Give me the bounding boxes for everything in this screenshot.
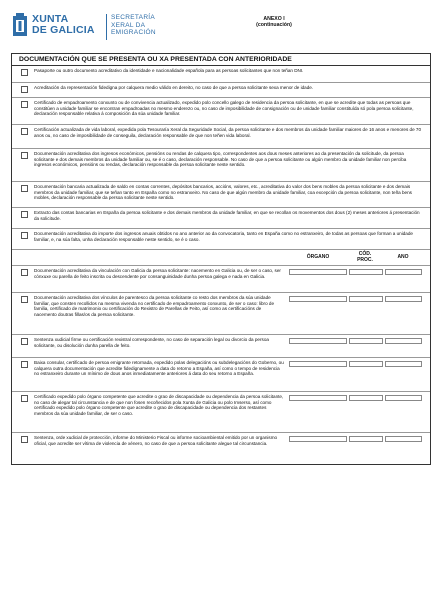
checkbox[interactable] xyxy=(21,86,28,93)
org-name-line2: DE GALICIA xyxy=(32,24,95,36)
doc-item-5 xyxy=(12,148,430,181)
doc-item-text: Documentación bancaria actualizada de saldo en contas correntes, depósitos bancarios, accións, valores, etc., acreditativa do valor dos bens mobles da persoa solicitante e dos demais membros da unidade familiar, que se teñan tanto en España como no estranxeiro. No caso de que algún membro da unidade familiar, coa excepción da persoa solicitante, non teña bens mobles, declaración responsable da persoa solicitante neste sentido. xyxy=(34,184,412,200)
header-divider xyxy=(106,14,107,40)
checkbox[interactable] xyxy=(21,361,28,368)
annex-subtitle: (continuación) xyxy=(256,22,292,28)
doc-item-6 xyxy=(12,181,430,207)
cod-proc-field[interactable] xyxy=(349,436,383,442)
department-name xyxy=(111,14,156,37)
doc-item-3 xyxy=(12,97,430,124)
checkbox[interactable] xyxy=(21,185,28,192)
doc-item-text: Acreditación da representación fidedigna por calquera medio válido en dereito, no caso de que a persoa solicitante sexa menor de idade. xyxy=(34,85,314,90)
code-columns-header xyxy=(12,249,430,265)
annex-title: ANEXO I xyxy=(263,16,285,22)
doc-item-text: Sentenza, orde xudicial de protección, informe do Ministerio Fiscal ou informe socioambiental emitido por un organismo oficial, que acredite ser vítima de violencia de xénero, no caso de que a persoa solicitante alegue tal circunstancia. xyxy=(34,435,278,446)
checkbox[interactable] xyxy=(21,436,28,443)
ano-field[interactable] xyxy=(385,296,422,302)
organo-field[interactable] xyxy=(289,395,347,401)
doc-item-text: Sentenza xudicial firme ou certificación rexistral correspondente, no caso de separación legal ou divorcio da persoa solicitante, ou disolución dunha parella de feito. xyxy=(34,337,269,348)
dept-line2: XERAL DA xyxy=(111,21,146,29)
ano-field[interactable] xyxy=(385,436,422,442)
checkbox[interactable] xyxy=(21,128,28,135)
doc-item-text: Certificado de empadroamento conxunto ou de convivencia actualizado, expedido polo concello galego de residencia da persoa solicitante, en que se acredite que todas as persoas que constitúen a unidade familiar se encontran empadroadas no mesmo enderezo ou, no caso de imposibilidade de consignación ou de unidade familiar constituída só pola persoa solicitante, declaración responsable relativa á composición da súa unidade familiar. xyxy=(34,100,414,116)
doc-item-text: Certificación actualizada de vida laboral, expedida pola Tesouraría Xeral da Seguridade Social, da persoa solicitante e dos membros da unidade familiar maiores de 16 anos e menores de 70 anos ou, no caso de imposibilidade de conseguila, declaración responsable de que non teñen vida laboral. xyxy=(34,127,422,138)
checkbox[interactable] xyxy=(21,338,28,345)
cod-proc-field[interactable] xyxy=(349,361,383,367)
checkbox[interactable] xyxy=(21,211,28,218)
doc-item-text: Extracto das contas bancarias en España da persoa solicitante e dos demais membros da unidade familiar, en que se recollan os movementos dos dous (2) meses anteriores á presentación da solicitude. xyxy=(34,210,420,221)
cod-proc-field[interactable] xyxy=(349,338,383,344)
ano-field[interactable] xyxy=(385,395,422,401)
xunta-logo-icon xyxy=(10,12,30,40)
annex-label xyxy=(253,16,295,28)
checkbox[interactable] xyxy=(21,152,28,159)
documentation-form xyxy=(11,53,431,465)
column-ano: ANO xyxy=(397,254,409,260)
doc-item-10 xyxy=(12,292,430,334)
doc-item-2 xyxy=(12,82,430,97)
org-name-line1: XUNTA xyxy=(32,13,69,25)
doc-item-text: Baixa consular, certificado de persoa emigrante retornada, expedido polas delegacións ou subdelegacións do Goberno, ou calquera outra documentación que acredite fidedignamente a data do retorno a España, así como o tempo de residencia no estranxeiro durante un mínimo de dous anos inmediatamente anteriores á data do seu retorno a España. xyxy=(34,360,284,376)
section-title: DOCUMENTACIÓN QUE SE PRESENTA OU XA PRESENTADA CON ANTERIORIDADE xyxy=(12,54,430,66)
checkbox[interactable] xyxy=(21,395,28,402)
doc-item-9 xyxy=(12,265,430,292)
dept-line1: SECRETARÍA xyxy=(111,14,156,21)
doc-item-text: Certificado expedido polo órgano competente que acredite o grao de discapacidade ou dependencia da persoa solicitante, no caso de alegar tal circunstancia e de que non fosen recoñecidos pola Xunta de Galicia ou polo Imserso, así como certificado expedido polo órgano competente que acredite o grao de discapacidade ou dependencia dos restantes membros da súa unidade familiar, de ser o caso. xyxy=(34,394,284,416)
cod-proc-field[interactable] xyxy=(349,395,383,401)
doc-item-1 xyxy=(12,66,430,82)
column-cod-proc: CÓD. PROC. xyxy=(357,251,373,263)
doc-item-text: Documentación acreditativa dos vínculos de parentesco da persoa solicitante co resto dos membros da súa unidade familiar, que consten recollidos na mesma vivenda no certificado de empadroamento conxunto, de ser o caso: libro de familia, certificado de matrimonio ou certificación do Rexistro de Parellas de Feito, así como as certificacións de nacemento doutras fillas/os da persoa solicitante. xyxy=(34,295,275,317)
organo-field[interactable] xyxy=(289,296,347,302)
organo-field[interactable] xyxy=(289,338,347,344)
doc-item-text: Documentación acreditativa do importe dos ingresos anuais obtidos no ano anterior ao da convocatoria, tanto en España como no estranxeiro, de todas as persoas que forman a unidade familiar, e, na súa falta, unha declaración responsable neste sentido, se é o caso. xyxy=(34,231,413,242)
cod-proc-field[interactable] xyxy=(349,269,383,275)
ano-field[interactable] xyxy=(385,269,422,275)
doc-item-7 xyxy=(12,207,430,228)
ano-field[interactable] xyxy=(385,338,422,344)
doc-item-text: Documentación acreditativa da vinculación con Galicia da persoa solicitante: nacemento en Galicia ou, de ser o caso, ser cónxuxe ou parella de feito inscrita ou descendente por consanguinidade dunha persoa galega e nada en Galicia. xyxy=(34,268,281,279)
ano-field[interactable] xyxy=(385,361,422,367)
organo-field[interactable] xyxy=(289,361,347,367)
checkbox[interactable] xyxy=(21,269,28,276)
organo-field[interactable] xyxy=(289,436,347,442)
doc-item-12 xyxy=(12,357,430,391)
cod-proc-field[interactable] xyxy=(349,296,383,302)
doc-item-14 xyxy=(12,432,430,463)
doc-item-13 xyxy=(12,391,430,432)
dept-line3: EMIGRACIÓN xyxy=(111,29,156,36)
organo-field[interactable] xyxy=(289,269,347,275)
checkbox[interactable] xyxy=(21,69,28,76)
checkbox[interactable] xyxy=(21,296,28,303)
doc-item-text: Documentación acreditativa dos ingresos económicos, pensións ou rendas de calquera tipo, correspondentes aos dous meses anteriores ao da presentación da solicitude, da persoa solicitante e dos demais membros da unidade familiar ou, se é o caso, declaración responsable. No caso de que a persoa solicitante ou algún membro da unidade familiar non perciba ingresos económicos, pensións ou rendas, declaración responsable da persoa solicitante neste sentido. xyxy=(34,151,407,167)
checkbox[interactable] xyxy=(21,101,28,108)
doc-item-11 xyxy=(12,334,430,357)
org-name xyxy=(32,14,95,36)
column-organo: ÓRGANO xyxy=(306,254,330,260)
doc-item-text: Pasaporte ou outro documento acreditativo da identidade e nacionalidade española para as persoas solicitantes que non teñan DNI. xyxy=(34,68,304,73)
page-header xyxy=(10,10,430,46)
checkbox[interactable] xyxy=(21,232,28,239)
doc-item-8 xyxy=(12,228,430,249)
doc-item-4 xyxy=(12,124,430,148)
